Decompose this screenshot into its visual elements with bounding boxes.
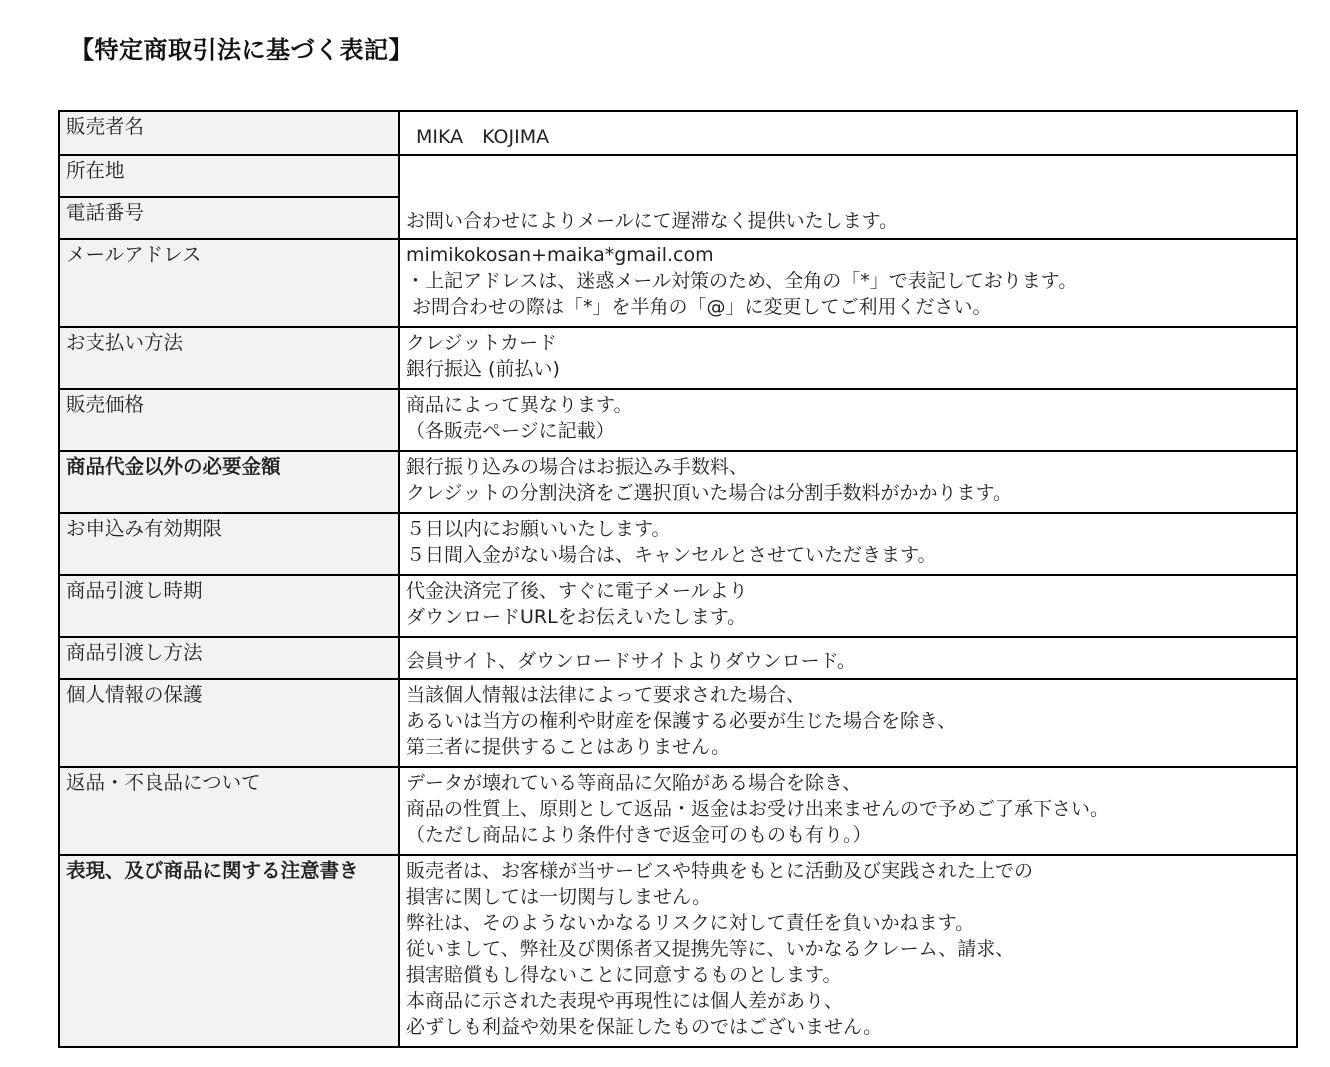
row-value-extra-fees [399,451,1297,513]
returns-text: （ただし商品により条件付きで返金可のものも有り。） [406,824,872,846]
row-label-seller: 販売者名 [59,111,399,155]
row-label-privacy: 個人情報の保護 [59,679,399,767]
payment-method: クレジットカード [406,332,557,354]
row-value-email [399,239,1297,327]
row-value-delivery-time [399,575,1297,637]
seller-name: MIKA KOJIMA [416,126,550,148]
table-row [59,513,1297,575]
row-value-seller [399,111,1297,155]
row-label-disclaimer: 表現、及び商品に関する注意書き [59,855,399,1047]
table-row [59,855,1297,1047]
row-value-price [399,389,1297,451]
legal-info-table [58,110,1298,1048]
contact-info-text: お問い合わせによりメールにて遅滞なく提供いたします。 [406,210,899,232]
table-row [59,575,1297,637]
row-value-payment [399,327,1297,389]
row-value-privacy [399,679,1297,767]
table-row [59,767,1297,855]
price-text: （各販売ページに記載） [406,420,615,442]
returns-text: データが壊れている等商品に欠陥がある場合を除き、 [406,772,862,794]
row-label-delivery-method: 商品引渡し方法 [59,637,399,679]
privacy-text: 第三者に提供することはありません。 [406,736,731,758]
extra-fees-text: 銀行振り込みの場合はお振込み手数料、 [406,456,749,478]
row-label-returns: 返品・不良品について [59,767,399,855]
table-row [59,111,1297,155]
email-address: mimikokosan+maika*gmail.com [406,244,714,266]
disclaimer-text: 損害に関しては一切関与しません。 [406,886,712,908]
row-label-deadline: お申込み有効期限 [59,513,399,575]
disclaimer-text: 弊社は、そのようないかなるリスクに対して責任を負いかねます。 [406,912,975,934]
disclaimer-text: 必ずしも利益や効果を保証したものではございません。 [406,1016,883,1038]
disclaimer-text: 販売者は、お客様が当サービスや特典をもとに活動及び実践された上での [406,860,1034,882]
row-value-disclaimer [399,855,1297,1047]
deadline-text: ５日間入金がない場合は、キャンセルとさせていただきます。 [406,544,937,566]
row-value-address-phone [399,155,1297,239]
table-row [59,451,1297,513]
row-label-email: メールアドレス [59,239,399,327]
table-row [59,389,1297,451]
row-value-delivery-method [399,637,1297,679]
deadline-text: ５日以内にお願いいたします。 [406,518,671,540]
row-label-payment: お支払い方法 [59,327,399,389]
disclaimer-text: 損害賠償もし得ないことに同意するものとします。 [406,964,842,986]
table-row [59,679,1297,767]
row-label-price: 販売価格 [59,389,399,451]
returns-text: 商品の性質上、原則として返品・返金はお受け出来ませんので予めご了承下さい。 [406,798,1110,820]
row-value-deadline [399,513,1297,575]
row-label-address: 所在地 [59,155,399,197]
table-row [59,637,1297,679]
disclaimer-text: 従いまして、弊社及び関係者又提携先等に、いかなるクレーム、請求、 [406,938,1015,960]
delivery-method-text: 会員サイト、ダウンロードサイトよりダウンロード。 [406,650,856,672]
price-text: 商品によって異なります。 [406,394,633,416]
privacy-text: あるいは当方の権利や財産を保護する必要が生じた場合を除き、 [406,710,957,732]
row-value-returns [399,767,1297,855]
email-note-line: お問合わせの際は「*」を半角の「@」に変更してご利用ください。 [406,296,992,318]
disclaimer-text: 本商品に示された表現や再現性には個人差があり、 [406,990,844,1012]
extra-fees-text: クレジットの分割決済をご選択頂いた場合は分割手数料がかかります。 [406,482,1013,504]
row-label-delivery-time: 商品引渡し時期 [59,575,399,637]
delivery-time-text: 代金決済完了後、すぐに電子メールより [406,580,748,602]
row-label-phone: 電話番号 [59,197,399,239]
row-label-extra-fees: 商品代金以外の必要金額 [59,451,399,513]
table-row [59,327,1297,389]
delivery-time-text: ダウンロードURLをお伝えいたします。 [406,606,747,628]
page-title: 【特定商取引法に基づく表記】 [70,36,413,64]
privacy-text: 当該個人情報は法律によって要求された場合、 [406,684,806,706]
payment-method: 銀行振込 (前払い) [406,358,560,380]
table-row [59,239,1297,327]
email-note-line: ・上記アドレスは、迷惑メール対策のため、全角の「*」で表記しております。 [406,270,1078,292]
table-row [59,155,1297,197]
